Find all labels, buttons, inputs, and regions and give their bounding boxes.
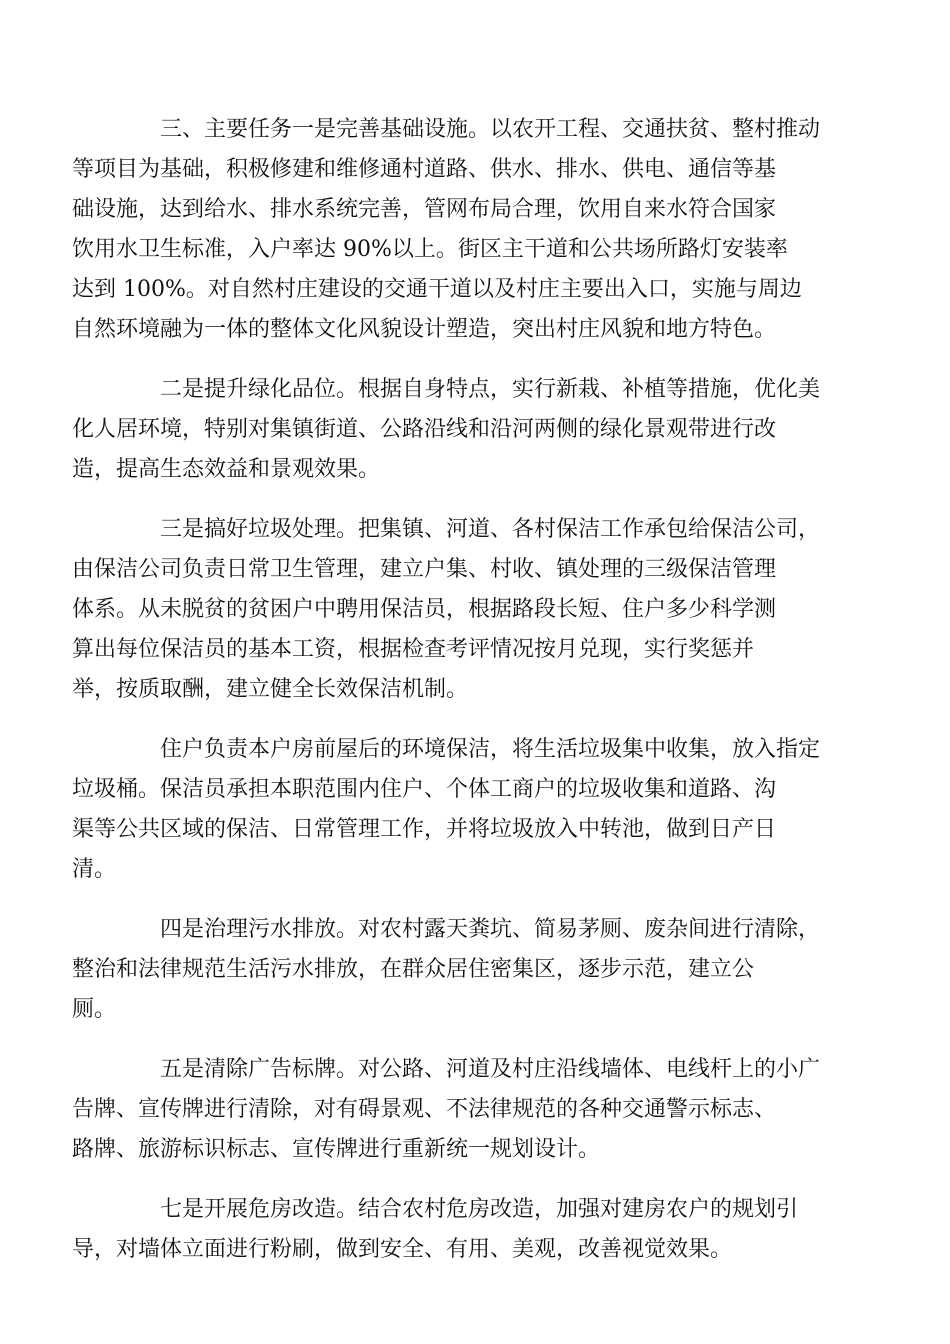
paragraph-billboards: [72, 1050, 836, 1170]
paragraph-sewage: [72, 910, 836, 1030]
paragraph-garbage: [72, 510, 836, 710]
text-line: 五是清除广告标牌。对公路、河道及村庄沿线墙体、电线杆上的小广: [160, 1057, 821, 1082]
text-line: 渠等公共区域的保洁、日常管理工作，并将垃圾放入中转池，做到日产日: [72, 817, 777, 842]
text-line: 七是开展危房改造。结合农村危房改造，加强对建房农户的规划引: [160, 1197, 799, 1222]
text-line: 三、主要任务一是完善基础设施。以农开工程、交通扶贫、整村推动: [160, 117, 821, 142]
text-line: 举，按质取酬，建立健全长效保洁机制。: [72, 677, 469, 702]
text-line: 造，提高生态效益和景观效果。: [72, 457, 381, 482]
text-line: 告牌、宣传牌进行清除，对有碍景观、不法律规范的各种交通警示标志、: [72, 1097, 777, 1122]
text-line: 四是治理污水排放。对农村露天粪坑、简易茅厕、废杂间进行清除，: [160, 917, 821, 942]
text-line: 二是提升绿化品位。根据自身特点，实行新栽、补植等措施，优化美: [160, 377, 821, 402]
text-line: 由保洁公司负责日常卫生管理，建立户集、村收、镇处理的三级保洁管理: [72, 557, 777, 582]
text-line: 算出每位保洁员的基本工资，根据检查考评情况按月兑现，实行奖惩并: [72, 637, 755, 662]
text-line: 体系。从未脱贫的贫困户中聘用保洁员，根据路段长短、住户多少科学测: [72, 597, 777, 622]
text-line: 自然环境融为一体的整体文化风貌设计塑造，突出村庄风貌和地方特色。: [72, 317, 777, 342]
text-line: 路牌、旅游标识标志、宣传牌进行重新统一规划设计。: [72, 1137, 601, 1162]
paragraph-housing-renovation: [72, 1190, 836, 1270]
text-line: 达到 100%。对自然村庄建设的交通干道以及村庄主要出入口，实施与周边: [72, 277, 802, 302]
text-line: 饮用水卫生标准，入户率达 90%以上。街区主干道和公共场所路灯安装率: [72, 237, 788, 262]
text-line: 等项目为基础，积极修建和维修通村道路、供水、排水、供电、通信等基: [72, 157, 777, 182]
text-line: 三是搞好垃圾处理。把集镇、河道、各村保洁工作承包给保洁公司，: [160, 517, 821, 542]
text-line: 导，对墙体立面进行粉刷，做到安全、有用、美观，改善视觉效果。: [72, 1237, 733, 1262]
text-line: 清。: [72, 857, 117, 882]
paragraph-greening: [72, 370, 836, 490]
document-body: [72, 110, 836, 1290]
paragraph-household-cleaning: [72, 730, 836, 890]
text-line: 厕。: [72, 997, 117, 1022]
paragraph-infrastructure: [72, 110, 836, 350]
text-line: 整治和法律规范生活污水排放，在群众居住密集区，逐步示范，建立公: [72, 957, 755, 982]
text-line: 础设施，达到给水、排水系统完善，管网布局合理，饮用自来水符合国家: [72, 197, 777, 222]
text-line: 住户负责本户房前屋后的环境保洁，将生活垃圾集中收集，放入指定: [160, 737, 821, 762]
text-line: 垃圾桶。保洁员承担本职范围内住户、个体工商户的垃圾收集和道路、沟: [72, 777, 777, 802]
text-line: 化人居环境，特别对集镇街道、公路沿线和沿河两侧的绿化景观带进行改: [72, 417, 777, 442]
